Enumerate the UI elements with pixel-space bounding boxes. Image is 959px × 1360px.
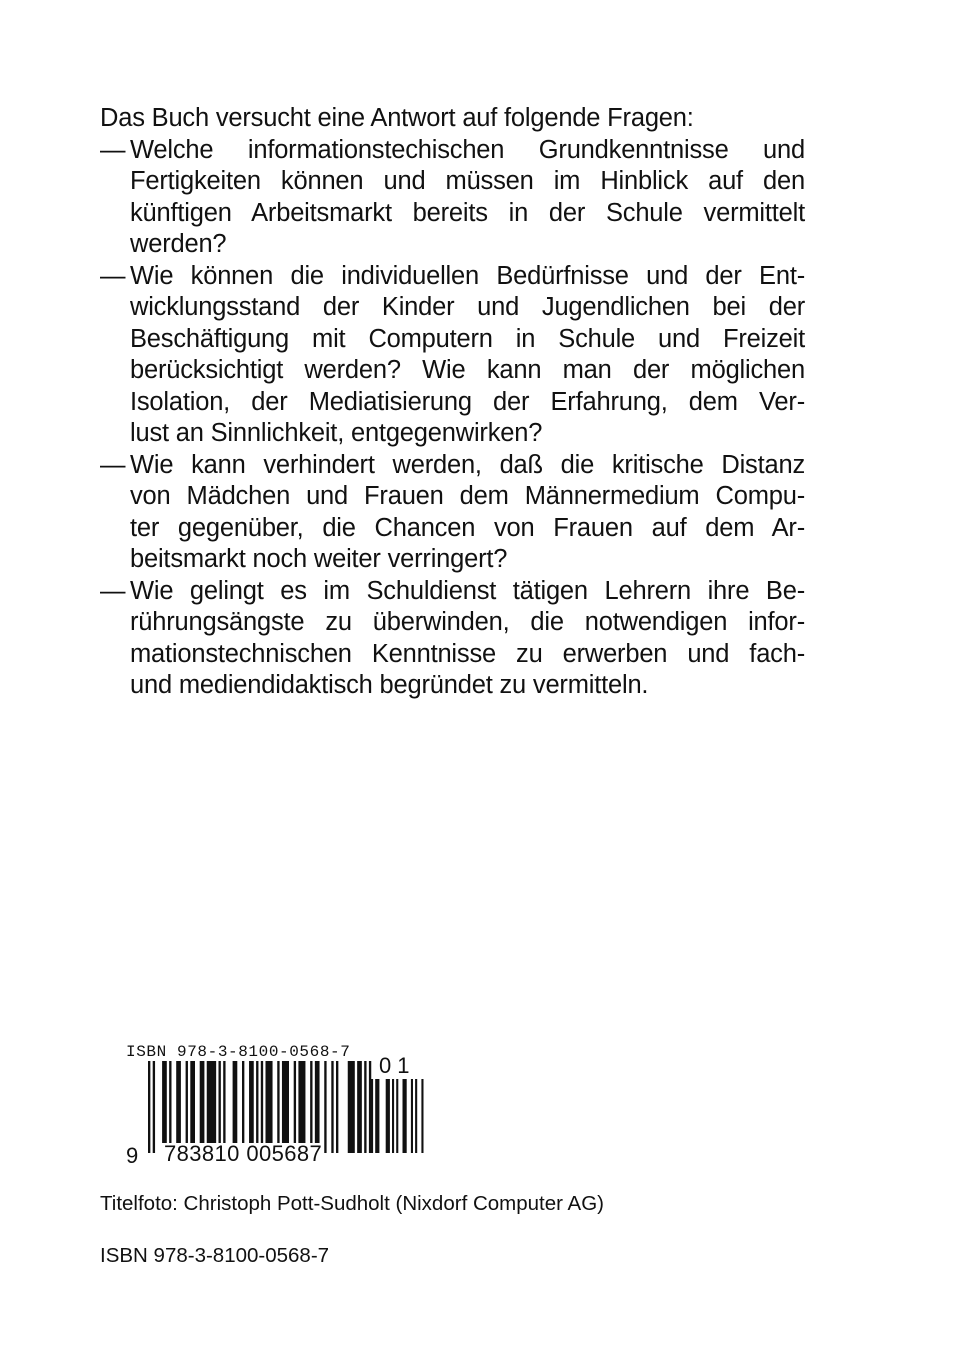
barcode-bar (148, 1061, 150, 1153)
question-line: Wie können die individuellen Bedürfnisse und der Ent- (130, 261, 805, 290)
barcode-bar (261, 1061, 263, 1153)
em-dash: — (100, 135, 126, 164)
barcode-bar (415, 1079, 417, 1153)
intro-sentence: Das Buch versucht eine Antwort auf folgende Fragen: (100, 104, 694, 132)
barcode-bar (392, 1079, 394, 1153)
barcode-bar (186, 1061, 188, 1153)
barcode-bar (294, 1061, 296, 1153)
barcode-bar (277, 1061, 279, 1153)
question-line: rührungsängste zu überwinden, die notwendigen infor- (130, 608, 805, 636)
barcode-bar (411, 1079, 413, 1153)
question-line: Beschäftigung mit Computern in Schule und Freizeit (130, 324, 805, 353)
question-line: und mediendidaktisch begründet zu vermitteln. (130, 671, 649, 699)
barcode-bar (324, 1061, 326, 1153)
barcode-addon-digits: 01 (379, 1053, 416, 1078)
barcode-bar (242, 1061, 244, 1153)
barcode-bar (162, 1061, 167, 1153)
barcode-bar (190, 1061, 195, 1153)
barcode-bar (310, 1061, 312, 1153)
photo-credit: Titelfoto: Christoph Pott-Sudholt (Nixdorf Computer AG) (100, 1192, 604, 1215)
barcode-bar (315, 1061, 320, 1153)
barcode-bar (364, 1061, 366, 1153)
barcode-bar (169, 1061, 171, 1153)
question-item-3 (100, 450, 805, 576)
question-line: Wie kann verhindert werden, daß die kritische Distanz (130, 450, 805, 479)
barcode-bar (200, 1061, 205, 1153)
isbn-text: ISBN 978-3-8100-0568-7 (100, 1244, 330, 1267)
barcode-bar (403, 1079, 407, 1153)
barcode-first-digit: 9 (126, 1143, 139, 1168)
barcode-bar (386, 1079, 390, 1153)
question-line: Isolation, der Mediatisierung der Erfahrung, dem Ver- (130, 387, 805, 416)
barcode-bar (421, 1079, 423, 1153)
question-line: wicklungsstand der Kinder und Jugendlichen bei der (130, 293, 805, 321)
barcode-bar (298, 1061, 305, 1153)
barcode-bar (233, 1061, 238, 1153)
barcode-bar (396, 1079, 398, 1153)
em-dash: — (100, 450, 126, 479)
question-line: Wie gelingt es im Schuldienst tätigen Lehrern ihre Be- (130, 576, 805, 605)
barcode-bar (223, 1061, 225, 1153)
barcode-bar (219, 1061, 221, 1153)
question-line: beitsmarkt noch weiter verringert? (130, 545, 508, 573)
barcode-bar (336, 1061, 338, 1153)
barcode-bar (176, 1061, 181, 1153)
question-line: Fertigkeiten können und müssen im Hinblick auf den (130, 167, 805, 195)
question-line: lust an Sinnlichkeit, entgegenwirken? (130, 419, 543, 447)
barcode-bar (256, 1061, 258, 1153)
barcode-bar (282, 1061, 289, 1153)
em-dash: — (100, 261, 126, 290)
question-line: ter gegenüber, die Chancen von Frauen auf dem Ar- (130, 513, 805, 542)
back-cover-text (100, 103, 805, 702)
barcode-bar (331, 1061, 333, 1153)
barcode-bar (266, 1061, 273, 1153)
question-line: berücksichtigt werden? Wie kann man der möglichen (130, 356, 805, 384)
barcode-bar (207, 1061, 216, 1153)
barcode-bar (369, 1061, 371, 1153)
barcode-digits: 783810 005687 (164, 1141, 323, 1166)
question-item-4 (100, 576, 805, 702)
question-line: mationstechnischen Kenntnisse zu erwerben und fach- (130, 639, 805, 668)
barcode-isbn-label: ISBN 978-3-8100-0568-7 (126, 1043, 351, 1061)
question-line: werden? (130, 230, 227, 258)
question-line: Welche informationstechischen Grundkenntnisse und (130, 135, 805, 164)
barcode-bar (357, 1061, 362, 1153)
question-item-1 (100, 135, 805, 261)
question-line: künftigen Arbeitsmarkt bereits in der Schule vermittelt (130, 198, 805, 227)
barcode-bar (348, 1061, 355, 1153)
barcode-bar (371, 1079, 373, 1153)
barcode-bar (153, 1061, 155, 1153)
isbn-barcode (126, 1043, 426, 1168)
barcode-bar (249, 1061, 254, 1153)
barcode-bar (375, 1079, 379, 1153)
em-dash: — (100, 576, 126, 605)
question-item-2 (100, 261, 805, 450)
question-line: von Mädchen und Frauen dem Männermedium Compu- (130, 482, 805, 510)
